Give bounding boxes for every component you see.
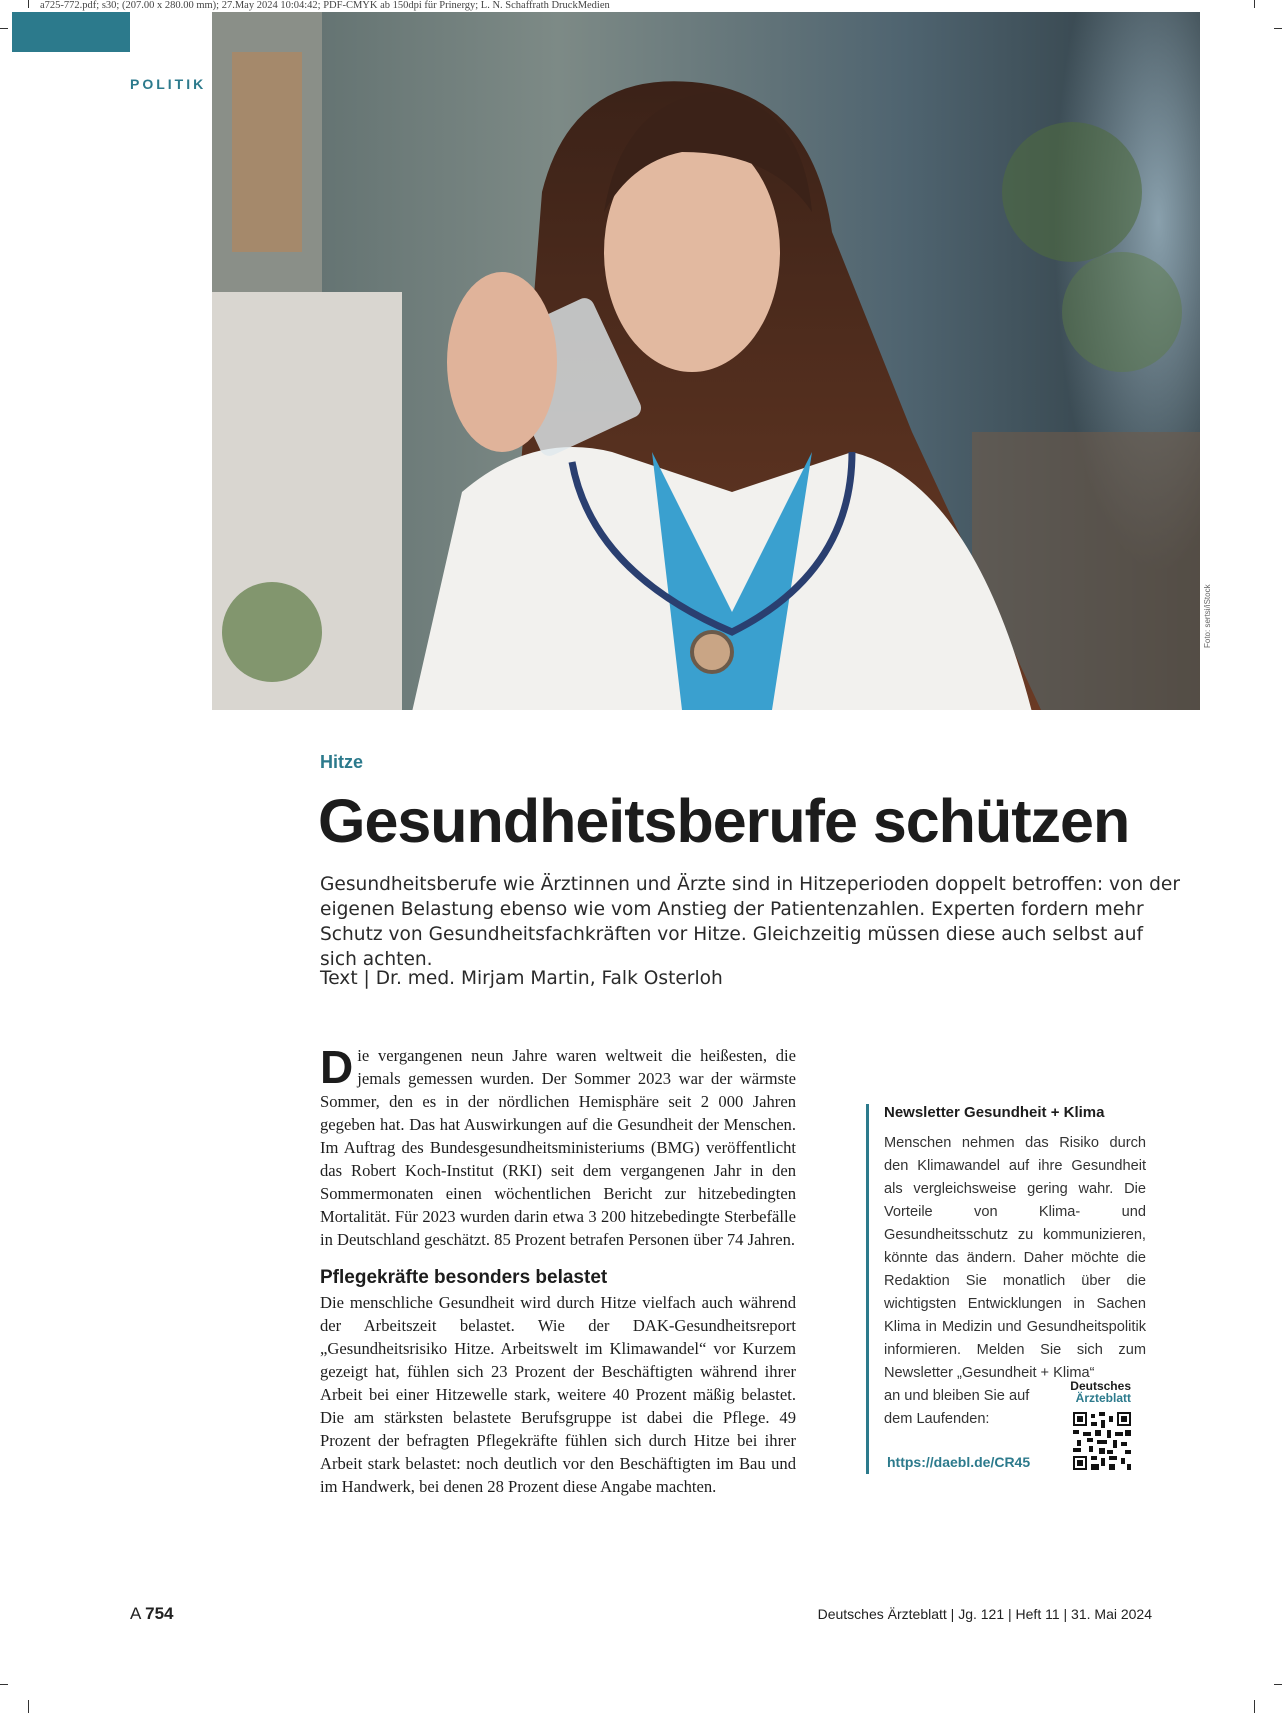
newsletter-link[interactable]: https://daebl.de/CR45 <box>887 1454 1031 1470</box>
newsletter-title: Newsletter Gesundheit + Klima <box>884 1104 1105 1121</box>
section-label: POLITIK <box>130 76 207 92</box>
article-body <box>320 1041 796 1498</box>
body-paragraph: Die menschliche Gesundheit wird durch Hitze vielfach auch während der Arbeitszeit belastet. Wie der DAK-Gesundheitsreport „Gesundheitsrisiko Hitze. Arbeitswelt im Klimawandel“ vor Kurzem gezeigt hat, fühlen sich 23 Prozent der Beschäftigten während ihrer Arbeit bei einer Hitzewelle stark, weitere 40 Prozent mäßig belastet. Die am stärksten belastete Berufsgruppe ist dabei die Pflege. 49 Prozent der befragten Pflegekräfte fühlen sich durch Hitze bei ihrer Arbeit stark belastet: noch deutlich vor den Beschäftigten im Bau und im Handwerk, bei denen 28 Prozent diese Angabe machten. <box>320 1293 796 1496</box>
article-byline: Text | Dr. med. Mirjam Martin, Falk Osterloh <box>320 968 723 989</box>
paragraph-1-text: ie vergangenen neun Jahre waren weltweit die heißesten, die jemals gemessen wurden. Der Sommer 2023 war der wärmste Sommer, den es in der nördlichen Hemisphäre seit 2 000 Jahren gegeben hat. Das hat Auswirkungen auf die Gesundheit der Menschen. Im Auftrag des Bundesgesundheitsministeriums (BMG) veröffentlicht das Robert Koch-Institut (RKI) seit dem vergangenen Jahr in den Sommermonaten einen wöchentlichen Bericht zur hitzebedingten Mortalität. Für 2023 wurden darin etwa 3 200 hitzebedingte Sterbefälle in Deutschland geschätzt. 85 Prozent betrafen Personen über 74 Jahren. <box>320 1046 796 1249</box>
crop-mark <box>0 28 8 29</box>
crop-mark <box>1254 0 1255 8</box>
crop-mark <box>28 1700 29 1713</box>
body-paragraph <box>320 1041 796 1251</box>
qr-code-icon[interactable] <box>1073 1412 1131 1470</box>
journal-issue: Deutsches Ärzteblatt | Jg. 121 | Heft 11 | 31. Mai 2024 <box>817 1606 1152 1622</box>
article-kicker: Hitze <box>320 752 364 772</box>
article-headline: Gesundheitsberufe schützen <box>318 787 1130 855</box>
newsletter-box <box>866 1104 1146 1474</box>
crop-mark <box>1274 1684 1282 1685</box>
drop-cap: D <box>320 1041 354 1093</box>
logo-line-1: Deutsches <box>1070 1379 1131 1393</box>
article-lead: Gesundheitsberufe wie Ärztinnen und Ärzte sind in Hitzeperioden doppelt betroffen: von der eigenen Belastung ebenso wie vom Anstieg der Patientenzahlen. Experten fordern mehr Schutz von Gesundheitsfachkräften vor Hitze. Gleichzeitig müssen diese auch selbst auf sich achten. <box>320 874 1181 970</box>
newsletter-tail: an und bleiben Sie auf dem Laufenden: <box>884 1388 1030 1427</box>
section-color-tab <box>12 12 130 52</box>
page-number <box>130 1604 174 1624</box>
newsletter-text: Menschen nehmen das Risiko durch den Klimawandel auf ihre Gesundheit als vergleichsweise gering wahr. Die Vorteile von Klima- und Gesundheitsschutz zu kommunizieren, könnte das ändern. Daher möchte die Redaktion Sie monatlich über die wichtigsten Entwicklungen in Sachen Klima in Medizin und Gesundheitspolitik informieren. Melden Sie sich zum Newsletter „Gesundheit + Klima“ <box>884 1135 1146 1381</box>
folio-prefix: A <box>130 1604 141 1623</box>
article-subhead: Pflegekräfte besonders belastet <box>320 1267 608 1288</box>
hero-photo <box>212 12 1200 710</box>
photo-credit: Foto: sertsi/iStock <box>1203 584 1212 648</box>
journal-logo <box>1069 1380 1131 1404</box>
logo-line-2: Ärzteblatt <box>1075 1391 1131 1405</box>
print-slug: a725-772.pdf; s30; (207.00 x 280.00 mm); 27.May 2024 10:04:42; PDF-CMYK ab 150dpi für Prinergy; L. N. Schaffrath DruckMedien <box>40 0 610 11</box>
folio-number: 754 <box>145 1604 174 1623</box>
crop-mark <box>1254 1700 1255 1713</box>
crop-mark <box>0 1684 8 1685</box>
crop-mark <box>1274 28 1282 29</box>
crop-mark <box>28 0 29 8</box>
